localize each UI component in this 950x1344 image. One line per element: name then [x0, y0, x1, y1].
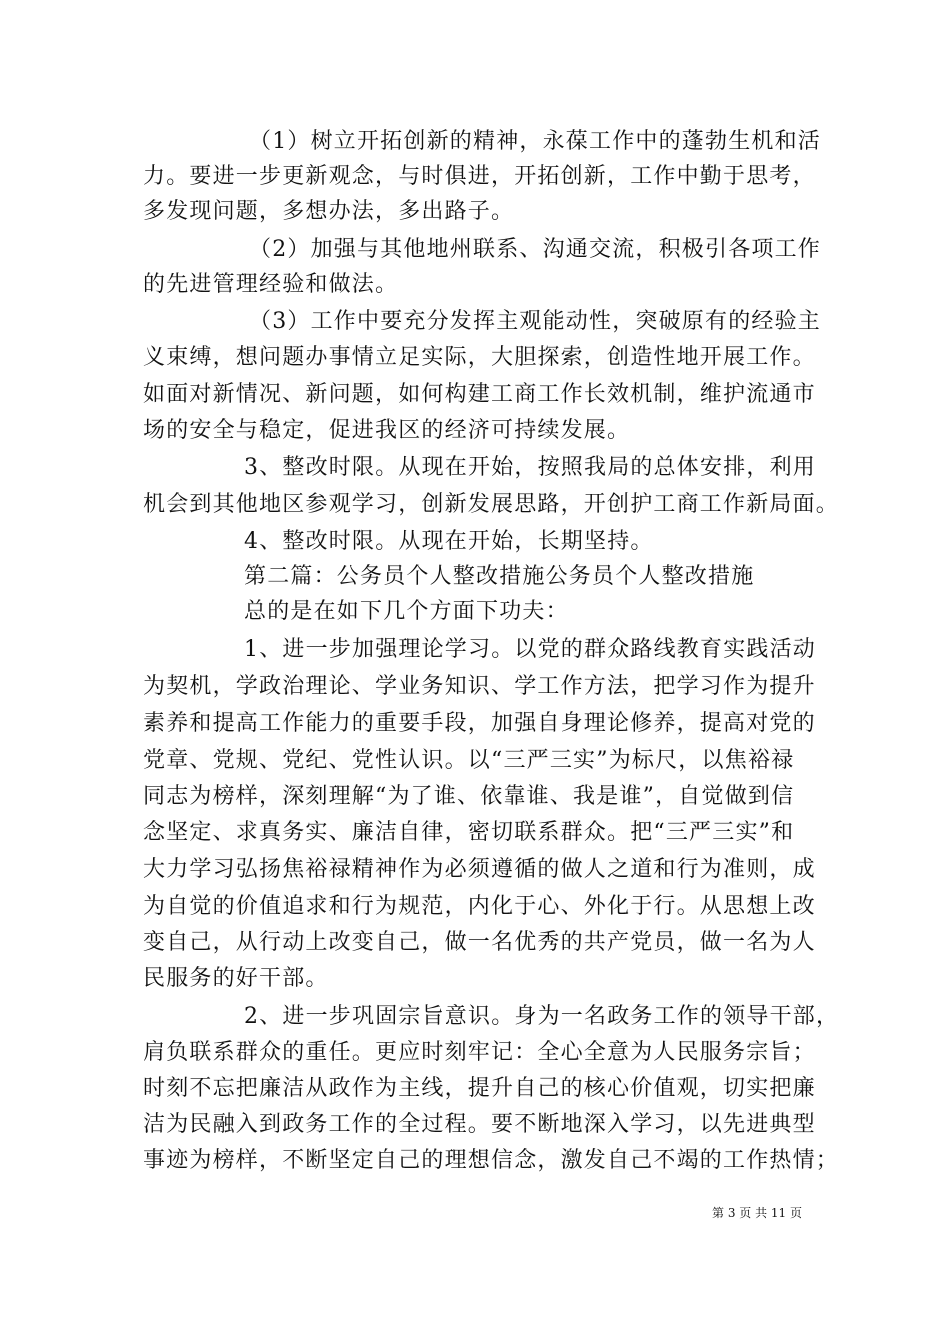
paragraph-2-line-1: （2）加强与其他地州联系、沟通交流，积极引各项工作	[249, 237, 821, 262]
point-1-line-6: 念坚定、求真务实、廉洁自律，密切联系群众。把“三严三实”和	[143, 820, 795, 845]
paragraph-3-line-1: （3）工作中要充分发挥主观能动性，突破原有的经验主	[249, 309, 821, 334]
paragraph-5-line-1: 4、整改时限。从现在开始，长期坚持。	[244, 529, 654, 554]
point-1-line-8: 为自觉的价值追求和行为规范，内化于心、外化于行。从思想上改	[143, 894, 816, 919]
point-2-line-2: 肩负联系群众的重任。更应时刻牢记：全心全意为人民服务宗旨；	[143, 1040, 816, 1065]
point-2-line-4: 洁为民融入到政务工作的全过程。要不断地深入学习，以先进典型	[143, 1112, 816, 1137]
point-1-line-5: 同志为榜样，深刻理解“为了谁、依靠谁、我是谁”，自觉做到信	[143, 784, 795, 809]
section-intro: 总的是在如下几个方面下功夫：	[244, 599, 569, 624]
point-1-line-2: 为契机，学政治理论、学业务知识、学工作方法，把学习作为提升	[143, 674, 816, 699]
paragraph-1-line-2: 力。要进一步更新观念，与时俱进，开拓创新，工作中勤于思考，	[143, 164, 816, 189]
paragraph-2-line-2: 的先进管理经验和做法。	[143, 272, 399, 297]
point-1-line-1: 1、进一步加强理论学习。以党的群众路线教育实践活动	[244, 637, 816, 662]
point-1-line-7: 大力学习弘扬焦裕禄精神作为必须遵循的做人之道和行为准则，成	[143, 857, 816, 882]
paragraph-4-line-2: 机会到其他地区参观学习，创新发展思路，开创护工商工作新局面。	[143, 492, 840, 517]
point-1-line-9: 变自己，从行动上改变自己，做一名优秀的共产党员，做一名为人	[143, 930, 816, 955]
paragraph-3-line-2: 义束缚，想问题办事情立足实际，大胆探索，创造性地开展工作。	[143, 345, 816, 370]
paragraph-1-line-3: 多发现问题，多想办法，多出路子。	[143, 199, 515, 224]
paragraph-1-line-1: （1）树立开拓创新的精神，永葆工作中的蓬勃生机和活	[249, 129, 821, 154]
paragraph-3-line-3: 如面对新情况、新问题，如何构建工商工作长效机制，维护流通市	[143, 382, 816, 407]
point-2-line-5: 事迹为榜样，不断坚定自己的理想信念，激发自己不竭的工作热情；	[143, 1148, 840, 1173]
point-2-line-3: 时刻不忘把廉洁从政作为主线，提升自己的核心价值观，切实把廉	[143, 1076, 816, 1101]
section-heading: 第二篇：公务员个人整改措施公务员个人整改措施	[244, 564, 755, 589]
point-2-line-1: 2、进一步巩固宗旨意识。身为一名政务工作的领导干部，	[244, 1004, 840, 1029]
point-1-line-4: 党章、党规、党纪、党性认识。以“三严三实”为标尺，以焦裕禄	[143, 748, 795, 773]
point-1-line-10: 民服务的好干部。	[143, 966, 329, 991]
page-number: 第 3 页 共 11 页	[712, 1206, 802, 1220]
paragraph-3-line-4: 场的安全与稳定，促进我区的经济可持续发展。	[143, 418, 631, 443]
point-1-line-3: 素养和提高工作能力的重要手段，加强自身理论修养，提高对党的	[143, 711, 816, 736]
paragraph-4-line-1: 3、整改时限。从现在开始，按照我局的总体安排，利用	[244, 455, 816, 480]
